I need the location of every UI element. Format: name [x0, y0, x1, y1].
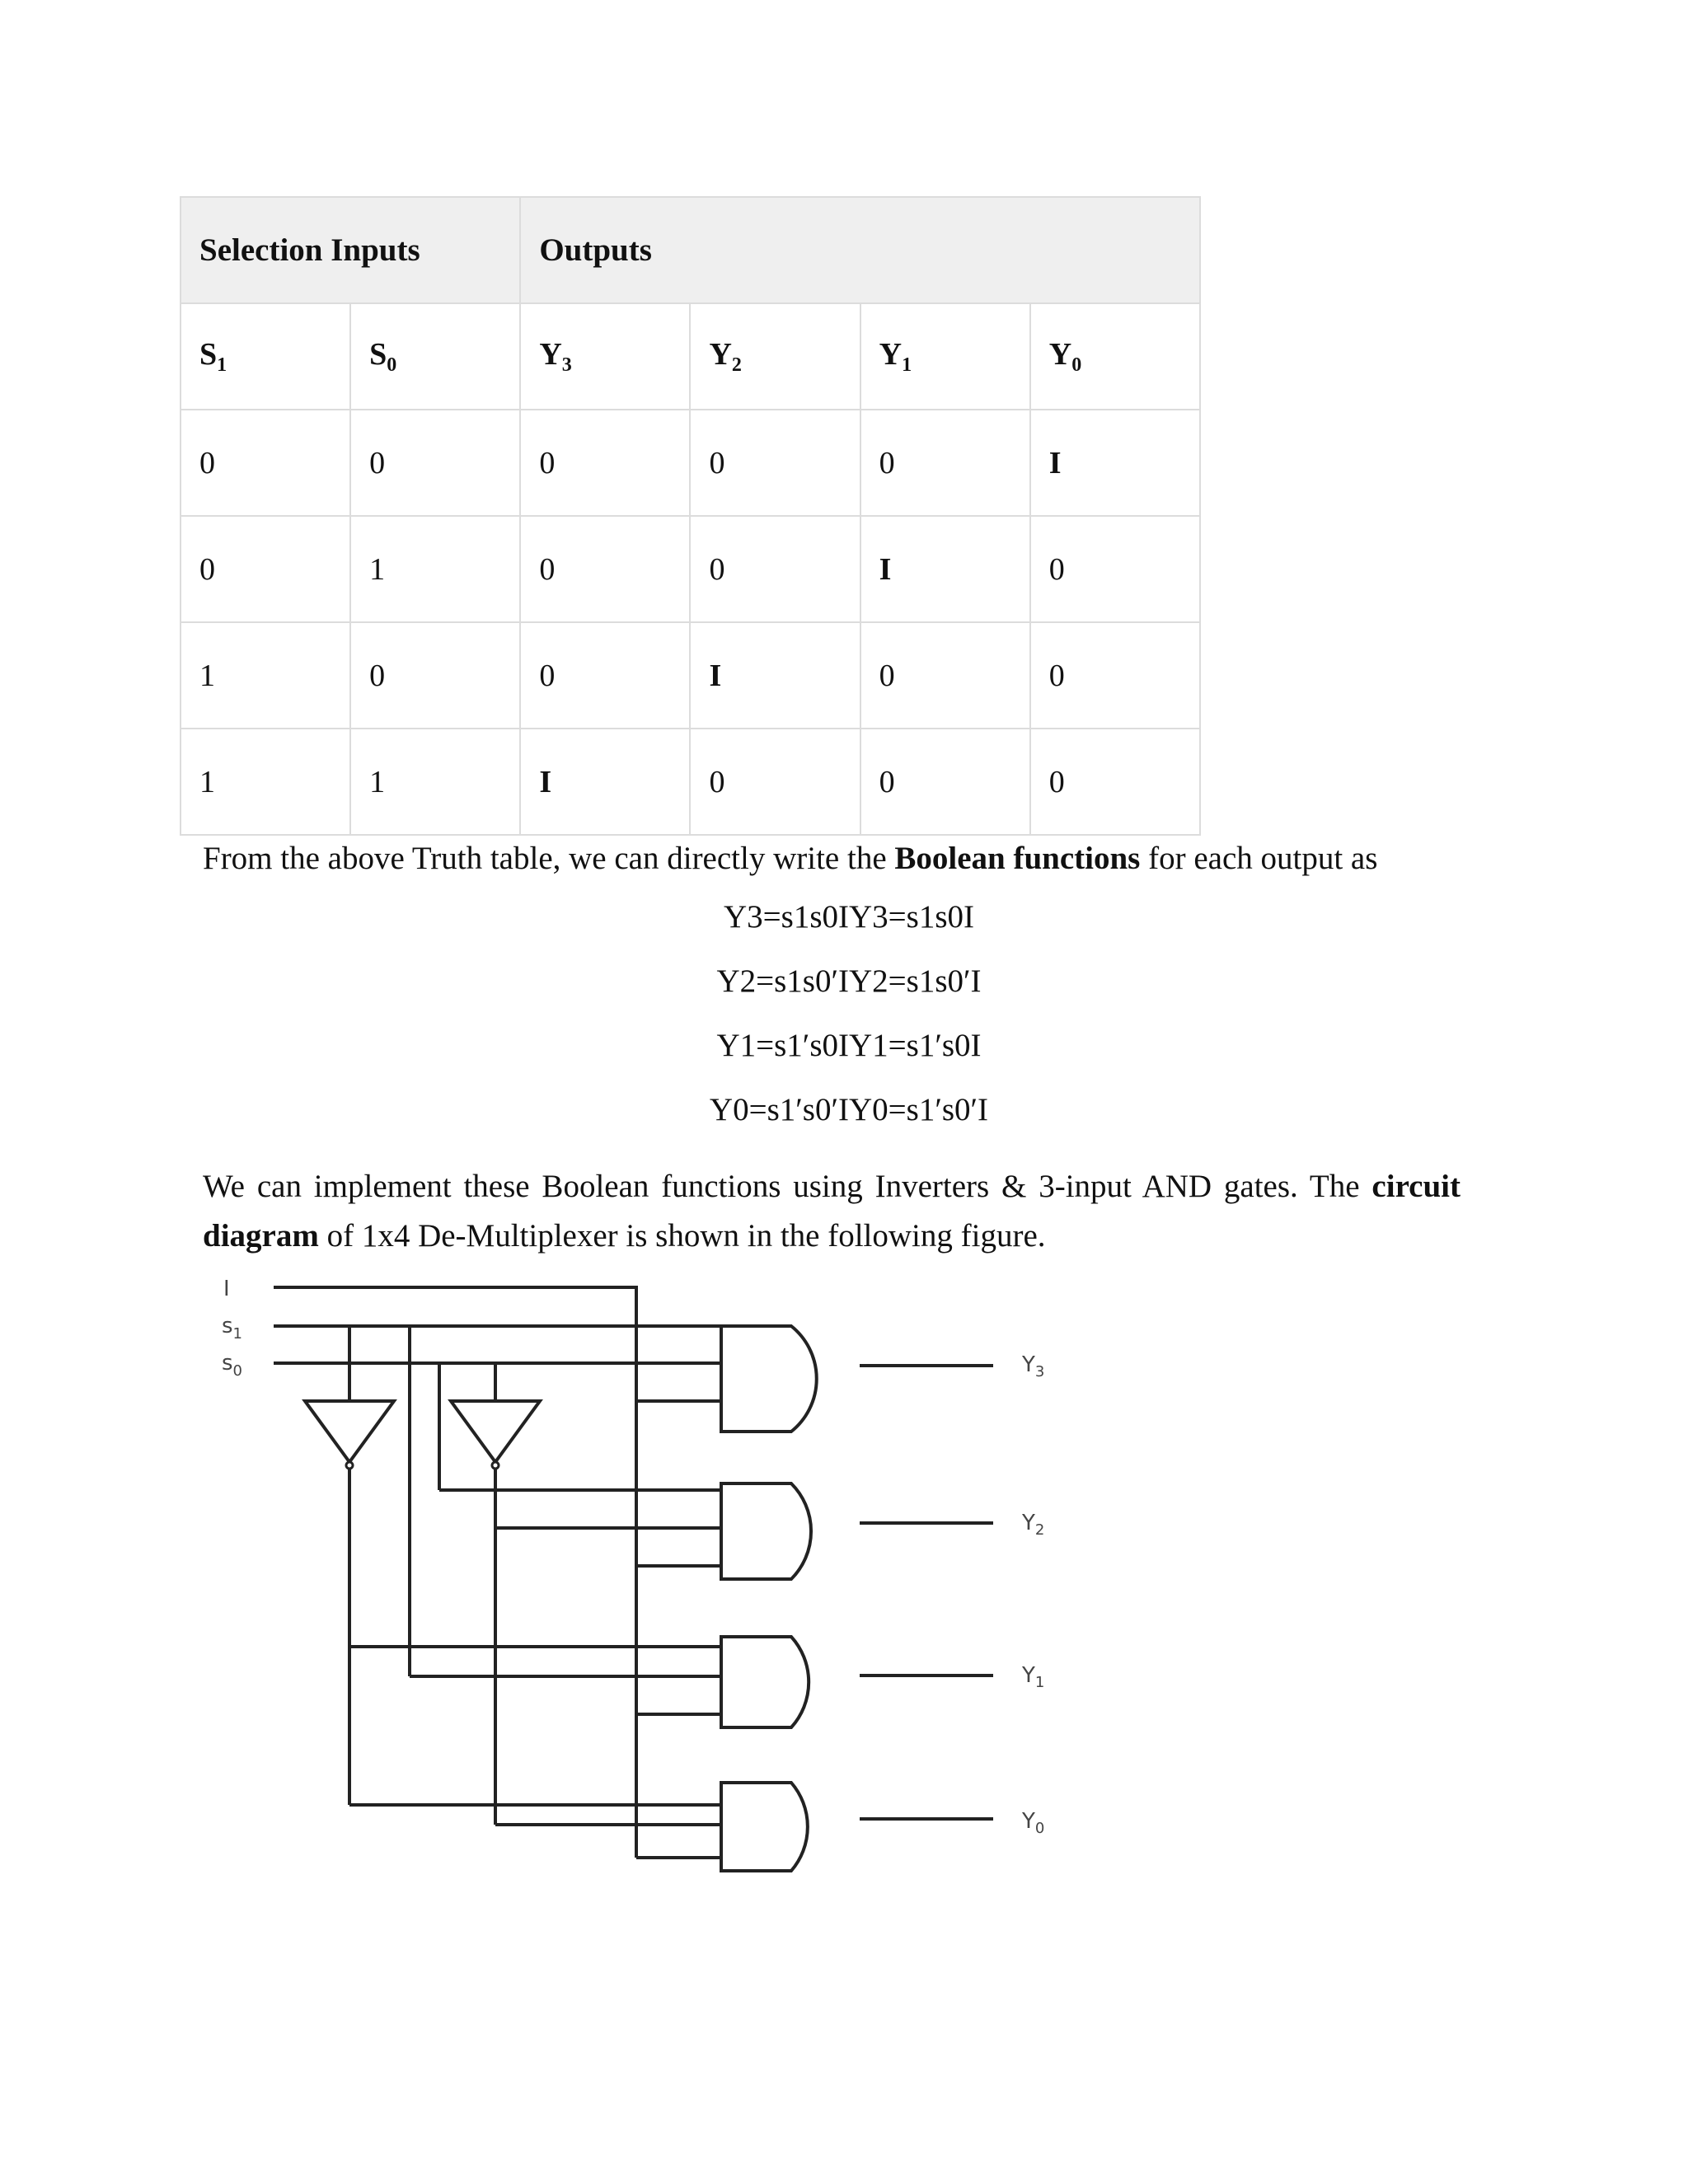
inverter-s1 — [305, 1401, 394, 1469]
column-header-base: Y — [539, 337, 562, 372]
outputs-header: Outputs — [520, 197, 1200, 303]
table-cell: 0 — [1030, 516, 1200, 622]
output-label-y2: $Y_2$ — [1022, 1511, 1045, 1539]
wire-i-bus — [274, 1287, 636, 1858]
wire-gate-y1-inputs — [349, 1647, 721, 1714]
column-header-subscript: 0 — [1071, 354, 1082, 376]
output-label-y1: $Y_1$ — [1022, 1663, 1045, 1691]
column-header-base: S — [369, 337, 387, 372]
table-cell: 0 — [1030, 622, 1200, 729]
table-cell: 1 — [181, 729, 350, 835]
table-cell: 1 — [350, 516, 520, 622]
column-header-subscript: 1 — [217, 354, 227, 376]
table-cell: 0 — [520, 516, 690, 622]
column-header-base: Y — [709, 337, 732, 372]
table-cell: 0 — [1030, 729, 1200, 835]
table-cell: 0 — [690, 410, 860, 516]
wire-gate-y0-inputs — [349, 1805, 721, 1858]
table-cell: I — [520, 729, 690, 835]
table-cell: 0 — [860, 729, 1030, 835]
column-header-subscript: 2 — [731, 354, 742, 376]
equation-y3: Y3=s1s0IY3=s1s0I — [723, 899, 974, 935]
table-cell: 0 — [860, 410, 1030, 516]
implementation-text: We can implement these Boolean functions using Inverters & 3-input AND gates. The — [203, 1169, 1372, 1204]
inverter-s0 — [451, 1401, 540, 1469]
implementation-bold-term: circuit diagram — [203, 1169, 1461, 1254]
table-cell: 1 — [350, 729, 520, 835]
column-header-base: Y — [879, 337, 903, 372]
intro-text-end: for each output as — [1140, 841, 1378, 876]
input-label-s0: $s_0$ — [222, 1351, 242, 1380]
output-label-y0: $Y_0$ — [1022, 1809, 1045, 1837]
and-gate-y0 — [721, 1783, 808, 1871]
equation-y2: Y2=s1s0′IY2=s1s0′I — [716, 963, 982, 999]
table-cell: 0 — [860, 622, 1030, 729]
output-label-y3: $Y_3$ — [1022, 1352, 1045, 1380]
and-gate-y3 — [721, 1326, 817, 1432]
table-cell: 0 — [181, 516, 350, 622]
wire-gate-y2-inputs — [439, 1490, 721, 1566]
column-header-base: S — [199, 337, 218, 372]
table-cell: I — [690, 622, 860, 729]
table-cell: 0 — [181, 410, 350, 516]
and-gate-y1 — [721, 1637, 809, 1727]
table-cell: I — [860, 516, 1030, 622]
intro-text: From the above Truth table, we can directly write the — [203, 841, 895, 876]
input-label-i: I — [223, 1277, 230, 1301]
table-cell: 0 — [520, 622, 690, 729]
equation-y1: Y1=s1′s0IY1=s1′s0I — [716, 1028, 982, 1063]
table-cell: I — [1030, 410, 1200, 516]
column-header-subscript: 1 — [902, 354, 912, 376]
implementation-text-end: of 1x4 De-Multiplexer is shown in the following figure. — [318, 1218, 1046, 1254]
input-label-s1: $s_1$ — [222, 1314, 242, 1343]
equation-y0: Y0=s1′s0′IY0=s1′s0′I — [709, 1092, 989, 1127]
column-header-subscript: 0 — [387, 354, 397, 376]
and-gate-y2 — [721, 1483, 811, 1579]
table-cell: 1 — [181, 622, 350, 729]
column-header-subscript: 3 — [561, 354, 572, 376]
column-header-base: Y — [1048, 337, 1072, 372]
intro-bold-term: Boolean functions — [894, 841, 1141, 876]
table-cell: 0 — [350, 410, 520, 516]
selection-inputs-header: Selection Inputs — [181, 197, 520, 303]
table-cell: 0 — [690, 516, 860, 622]
table-cell: 0 — [690, 729, 860, 835]
table-cell: 0 — [350, 622, 520, 729]
table-cell: 0 — [520, 410, 690, 516]
